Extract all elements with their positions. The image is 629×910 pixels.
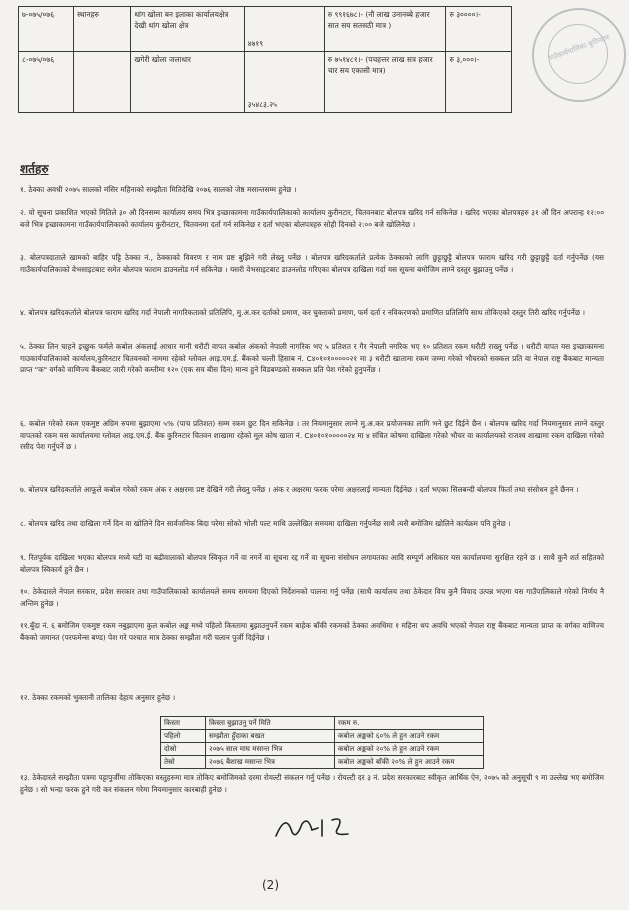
seal-text: गाउँकार्यपालिका कुरिनटार bbox=[547, 33, 611, 63]
condition-2: २. यो सूचना प्रकाशित भएको मितिले ३० औ दिनसम्म कार्यालय समय भित्र इच्छाकामना गाउँकार्यपालिकाको कार्यालय कुरीनटार, चितवनबाट बोलपत्र खरिद गर्न सकिनेछ । खरिद भएका बोलपत्रहरु ३१ औं दिन अपरान्ह १२:०० बजे भित्र इच्छाकामना गाउँकार्यपालिकाको कार्यालय कुरीनटार, चितवनमा दर्ता गर्न सकिनेछ र दर्ता भएका बोलपत्रहरु सोही दिनको २:०० बजे खोलिनेछ । bbox=[20, 208, 604, 229]
type-cell: स्थानहरु bbox=[74, 7, 131, 52]
location-cell: थांग खोला बन इलाका कार्यालयक्षेत्र देखी थांग खोला क्षेत्र bbox=[131, 7, 244, 52]
condition-7: ७. बोलपत्र खरिदकर्ताले आफूले कबोल गरेको रकम अंक र अक्षरमा प्रष्ट देखिने गरी लेख्नु पर्नेछ । अंक र अक्षरमा फरक परेमा अक्षरलाई मान्यता दिईनेछ । दर्ता भएका सिलबन्दी बोलपत्र फिर्ता तथा संसोधन हुने छैनन । bbox=[20, 485, 579, 494]
serial-cell: ७-०७५/०७६ bbox=[19, 7, 74, 52]
installment-name: तेस्रो bbox=[161, 756, 206, 769]
table-header-row bbox=[161, 717, 484, 730]
condition-6: ६. कबोल गरेको रकम एकमुष्ट अग्रिम रुपमा बुझाएमा ५% (पाच प्रतिशत) सम्म रकम छुट दिन सकिनेछ । तर नियमानुसार लाग्ने मु.अ.कर प्रयोजनका लागि भने छुट दिईने छैन । बोलपत्र खरिद गर्दा नियमानुसार लाग्ने दस्तुर वापतको रकम यस कार्यालयमा ग्लोवल आइ.एम.ई. बैंक कुरिनटार चितवन शाखामा रहेको मूल कोष खाता नं. C४०१०१०००००२४ मा ४ संचित कोषमा दाखिला गरेको भौचर वा कार्यालयको राजश्व शाखामा रकम दाखिला गरेको रसीद पेश गर्नुपर्ने छ । bbox=[20, 419, 604, 451]
condition-13: १३. ठेकेदारले सम्झौता पत्रमा पट्टापुर्जीमा तोकिएका वस्तुहरुमा मात्र तोकिए बमोजिमको दरमा रोयल्टी संकलन गर्नु पर्नेछ । रोयल्टी दर ३ नं. प्रदेश सरकारबाट स्वीकृत आर्थिक ऐन, २०७५ को अनुसूची ९ मा उल्लेख भए बमोजिम हुनेछ । सो भन्दा फरक हुने गरी कर संकलन गरेमा नियमानुसार कारबाही हुनेछ । bbox=[20, 773, 604, 794]
condition-11: ११.बुँदा नं. ६ बमोजिम एकमुष्ट रकम नबुझाएमा कुल कबोल अङ्क मध्ये पहिलो किस्तामा बुझाउनुपर्ने रकम बाहेक बाँकी रकमको ठेक्का अवधिमा १ महिना थप अवधि भएको नेपाल राष्ट्र बैंकबाट मान्यता प्राप्त क वर्गका वाणिज्य बैंकको जमानत (परफमेन्स बण्ड) पेश गरे पश्चात मात्र ठेक्का सम्झौता गरी चलान पुर्जी दिईनेछ । bbox=[20, 621, 604, 642]
amount-cell: रु ९९१६७८।- (नौ लाख उनानब्बे हजार सात सय सतसठी मात्र ) bbox=[324, 7, 446, 52]
installment-table bbox=[160, 716, 484, 769]
table-row bbox=[161, 756, 484, 769]
table-row bbox=[19, 7, 512, 52]
location-cell: खगेरी खोला जलाधार bbox=[131, 52, 244, 113]
column-header: किस्ता बुझाउनु पर्ने मिति bbox=[206, 717, 335, 730]
condition-10: १०. ठेकेदारले नेपाल सरकार, प्रदेश सरकार तथा गाउँपालिकाको कार्यालयले समय समयमा दिएको निर्देशनको पालना गर्नु पर्नेछ (साथै कार्यालय तथा ठेकेदार विच कुनै विवाद उत्पन्न भएमा यस गाउँपालिकाले गरेको निर्णय नै अन्तिम हुनेछ । bbox=[20, 587, 604, 608]
condition-5: ५. ठेक्का लिन चाहने इच्छुक फर्मले कबोल अंकलाई आधार मानी धरौटी वापत कबोल अंकको नेपाली नागरिक भए ५ प्रतिशत र गैर नेपाली नगरिक भए १० प्रतिशत रकम धरौटी राख्नु पर्नेछ । धरौटी वापत यस इच्छाकामना गाउकार्यपालिकाको कार्यालय,कुरिनटार चितवनको नाममा रहेको ग्लोवल आइ.एम.ई. बैंकको चल्ती हिसाब नं. C४०१०१०००००२१ मा ३ धरौटी खातामा रकम जम्मा गरेको भौचरको सक्कल प्रति वा नेपाल राष्ट्र बैंकबाट मान्यता प्राप्त "क" वर्गको वाणिज्य बैंकबाट जारी गरेको कम्तीमा १२० (एक सय बीस दिन) मान्य हुने विडबण्डको सक्कल प्रति पेश गरेको हुनुपर्नेछ । bbox=[20, 342, 604, 374]
condition-9: ९. रितपूर्वक दाखिला भएका बोलपत्र मध्ये घटी वा बढीवालाको बोलपत्र स्विकृत गर्ने वा नगर्ने वा सूचना रद्द गर्ने वा सूचना संसोधन लगायतका आदि सम्पूर्ण अधिकार यस कार्यालयमा सुरक्षित रहने छ । साथै कुनै शर्त सहितको बोलपत्र स्विकार्य हुने छैन । bbox=[20, 553, 604, 574]
installment-amount: कबोल अङ्कको २०% ले हुन आउने रकम bbox=[335, 743, 484, 756]
amount-cell: रु ७५१४८१।- (पचहत्तर लाख सत्र हजार चार सय एकासी मात्र) bbox=[324, 52, 446, 113]
installment-date: सम्झौता हुँदाका बखत bbox=[206, 730, 335, 743]
condition-3: ३. बोलपत्रदाताले खामको बाहिर पट्टि ठेक्का नं., ठेक्काको विवरण र नाम प्रष्ट बुझिने गरी लेख्नु पर्नेछ । बोलपत्र खरिदकर्ताले प्रत्येक ठेक्काको लागि छुट्टाछुट्टै बोलपत्र फाराम खरिद गरी छुट्टाछुट्टै दर्ता गर्नुपर्नेछ (यस गाउँकार्यपालिकाको वेभसाइटबाट समेत बोलपत्र फाराम डाउनलोड गर्न सकिनेछ । यसरी वेभसाइटबाट डाउनलोड गरिएका बोलपत्र दाखिला गर्दा यस सूचना बमोजिम लाग्ने दस्तुर बुझाउनु पर्नेछ । bbox=[20, 253, 604, 274]
type-cell bbox=[74, 52, 131, 113]
top-table bbox=[18, 6, 512, 113]
installment-date: २०७५ साल माघ मसान्त भित्र bbox=[206, 743, 335, 756]
installment-amount: कबोल अङ्कको बाँकी २०% ले हुन आउने रकम bbox=[335, 756, 484, 769]
installment-date: २०७६ बैशाख मसान्त भित्र bbox=[206, 756, 335, 769]
serial-cell: ८-०७५/०७६ bbox=[19, 52, 74, 113]
installment-amount: कबोल अङ्कको ६०% ले हुन आउने रकम bbox=[335, 730, 484, 743]
condition-4: ४. बोलपत्र खरिदकर्ताले बोलपत्र फाराम खरिद गर्दा नेपाली नागरिकताको प्रतिलिपि, मु.अ.कर दर्ताको प्रमाण, कर चुक्ताको प्रमाण, फर्म दर्ता र नविकरणको प्रमाणित प्रतिलिपि साथ तोकिएको दस्तुर तिरी खरिद गर्नुपर्नेछ । bbox=[20, 308, 586, 317]
deposit-cell: रु ३,०००।- bbox=[446, 52, 512, 113]
office-seal-stamp bbox=[532, 8, 626, 102]
condition-1: १. ठेक्का अवधी २०७५ सालको मंसिर महिनाको सम्झौता मितिदेखि २०७६ सालको जेष्ठ मसान्तसम्म हुनेछ । bbox=[20, 185, 297, 194]
column-header: किस्ता bbox=[161, 717, 206, 730]
table-row bbox=[19, 52, 512, 113]
condition-12: १२. ठेक्का रकमको भुक्तानी तालिका देहाय अनुसार हुनेछ । bbox=[20, 693, 176, 702]
total-cell: ३५४८३.२५ bbox=[244, 52, 324, 113]
condition-8: ८. बोलपत्र खरिद तथा दाखिला गर्ने दिन वा खोलिने दिन सार्वजनिक बिदा परेमा सोको भोली पल्ट माथि उल्लेखित समयमा दाखिला गर्नुपर्नेछ साथै त्यसै बमोजिम खोलिने कार्यक्रम पनि हुनेछ । bbox=[20, 519, 511, 528]
installment-name: दोस्रो bbox=[161, 743, 206, 756]
deposit-cell: रु ३००००।- bbox=[446, 7, 512, 52]
page-number: (2) bbox=[262, 878, 279, 892]
column-header: रकम रु. bbox=[335, 717, 484, 730]
quantity-cell: ४७१९ bbox=[244, 7, 324, 52]
installment-name: पहिलो bbox=[161, 730, 206, 743]
signature bbox=[272, 806, 372, 846]
table-row bbox=[161, 743, 484, 756]
conditions-heading: शर्तहरु bbox=[20, 162, 49, 176]
table-row bbox=[161, 730, 484, 743]
